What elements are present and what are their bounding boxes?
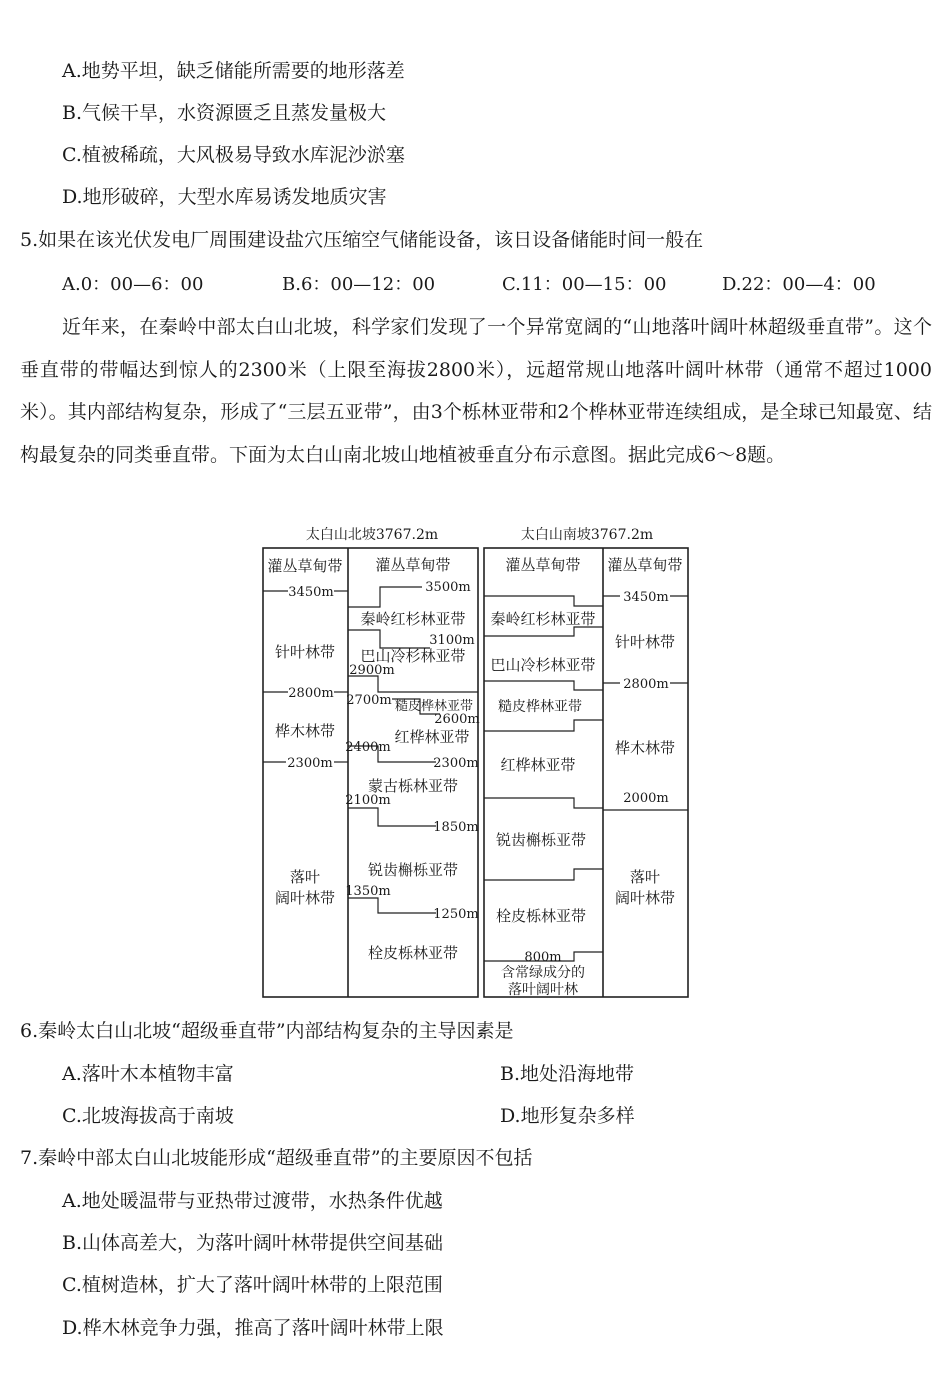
n-sub-2400-label: 2400m [345, 740, 391, 755]
s-sub-birch-rough-label: 糙皮桦林亚带 [498, 699, 582, 715]
n-sub-2100-label: 2100m [345, 793, 391, 808]
s-sub-oak-cork-label: 栓皮栎林亚带 [495, 907, 587, 925]
n-main-broadleaf-label-2: 阔叶林带 [274, 889, 336, 907]
q7-stem: 7.秦岭中部太白山北坡能形成“超级垂直带”的主要原因不包括 [20, 1147, 533, 1169]
s-sub-oak-sharp-label: 锐齿槲栎亚带 [495, 831, 587, 849]
q7-option-c: C.植树造林，扩大了落叶阔叶林带的上限范围 [62, 1274, 443, 1296]
q5-option-a: A.0：00—6：00 [62, 274, 204, 295]
s-main-2800-label: 2800m [623, 677, 669, 692]
q5-option-b: B.6：00—12：00 [282, 274, 436, 295]
n-sub-2900-label: 2900m [349, 663, 395, 678]
s-main-2000-label: 2000m [623, 791, 669, 806]
s-main-3450-label: 3450m [623, 590, 669, 605]
n-sub-2700-label: 2700m [346, 693, 392, 708]
n-main-3450-label: 3450m [288, 585, 334, 600]
passage: 近年来，在秦岭中部太白山北坡，科学家们发现了一个异常宽阔的“山地落叶阔叶林超级垂直带”。这个垂直带的带幅达到惊人的2300米（上限至海拔2800米），远超常规山地落叶阔叶林带（通常不超过1000米）。其内部结构复杂，形成了“三层五亚带”，由3个栎林亚带和2个桦林亚带连续组成，是全球已知最宽、结构最复杂的同类垂直带。下面为太白山南北坡山地植被垂直分布示意图。据此完成6～8题。 [20, 316, 932, 466]
n-sub-3500-label: 3500m [425, 580, 471, 595]
q4-option-c: C.植被稀疏，大风极易导致水库泥沙淤塞 [62, 144, 405, 166]
s-sub-fir-qinling-label: 秦岭红杉林亚带 [490, 610, 596, 628]
n-sub-oak-mongol-label: 蒙古栎林亚带 [367, 777, 459, 795]
q6-option-c: C.北坡海拔高于南坡 [62, 1105, 234, 1127]
s-sub-shrub-label: 灌丛草甸带 [505, 556, 581, 574]
q4-option-d: D.地形破碎，大型水库易诱发地质灾害 [62, 186, 387, 208]
q6-option-b: B.地处沿海地带 [500, 1063, 635, 1085]
q6-stem: 6.秦岭太白山北坡“超级垂直带”内部结构复杂的主导因素是 [20, 1020, 514, 1042]
n-sub-3100-label: 3100m [429, 633, 475, 648]
q5-stem: 5.如果在该光伏发电厂周围建设盐穴压缩空气储能设备，该日设备储能时间一般在 [20, 229, 704, 251]
q5-option-c: C.11：00—15：00 [502, 274, 667, 295]
south-slope-title: 太白山南坡3767.2m [520, 527, 654, 543]
q7-option-a: A.地处暖温带与亚热带过渡带，水热条件优越 [62, 1190, 443, 1212]
n-main-broadleaf-label-1: 落叶 [289, 868, 321, 886]
n-sub-oak-sharp-label: 锐齿槲栎亚带 [367, 861, 459, 879]
s-main-birch-label: 桦木林带 [614, 739, 676, 757]
n-sub-2600-label: 2600m [434, 712, 480, 727]
n-main-2300-label: 2300m [287, 756, 333, 771]
s-main-conifer-label: 针叶林带 [614, 633, 676, 651]
q7-option-d: D.桦木林竞争力强，推高了落叶阔叶林带上限 [62, 1317, 444, 1339]
q5-option-d: D.22：00—4：00 [722, 274, 876, 295]
s-sub-evergreen-label-2: 落叶阔叶林 [508, 982, 578, 998]
s-sub-fir-bashan-label: 巴山冷杉林亚带 [490, 656, 596, 674]
s-main-broadleaf-label-2: 阔叶林带 [614, 889, 676, 907]
n-sub-1350-label: 1350m [345, 884, 391, 899]
q6-option-a: A.落叶木本植物丰富 [62, 1063, 234, 1085]
north-slope-title: 太白山北坡3767.2m [305, 527, 439, 543]
q6-option-d: D.地形复杂多样 [500, 1105, 635, 1127]
n-sub-shrub-label: 灌丛草甸带 [375, 556, 451, 574]
n-sub-birch-red-label: 红桦林亚带 [394, 728, 470, 746]
s-main-shrub-label: 灌丛草甸带 [607, 556, 683, 574]
s-sub-evergreen-label-1: 含常绿成分的 [501, 965, 585, 981]
n-main-2800-label: 2800m [288, 686, 334, 701]
n-sub-birch-rough-label: 糙皮桦林亚带 [394, 699, 474, 714]
n-main-conifer-label: 针叶林带 [274, 643, 336, 661]
n-sub-1250-label: 1250m [433, 907, 479, 922]
n-main-birch-label: 桦木林带 [274, 722, 336, 740]
s-sub-birch-red-label: 红桦林亚带 [500, 756, 576, 774]
n-main-shrub-label: 灌丛草甸带 [267, 557, 343, 575]
n-sub-fir-bashan-label: 巴山冷杉林亚带 [360, 647, 466, 665]
vegetation-zonation-figure [0, 520, 950, 1000]
q7-option-b: B.山体高差大，为落叶阔叶林带提供空间基础 [62, 1232, 444, 1254]
n-sub-fir-qinling-label: 秦岭红杉林亚带 [360, 610, 466, 628]
q4-option-b: B.气候干旱，水资源匮乏且蒸发量极大 [62, 102, 387, 124]
n-sub-2300-label: 2300m [433, 756, 479, 771]
q4-option-a: A.地势平坦，缺乏储能所需要的地形落差 [62, 60, 405, 82]
n-sub-oak-cork-label: 栓皮栎林亚带 [367, 944, 459, 962]
s-main-broadleaf-label-1: 落叶 [629, 868, 661, 886]
s-sub-800-label: 800m [524, 950, 562, 965]
n-sub-1850-label: 1850m [433, 820, 479, 835]
